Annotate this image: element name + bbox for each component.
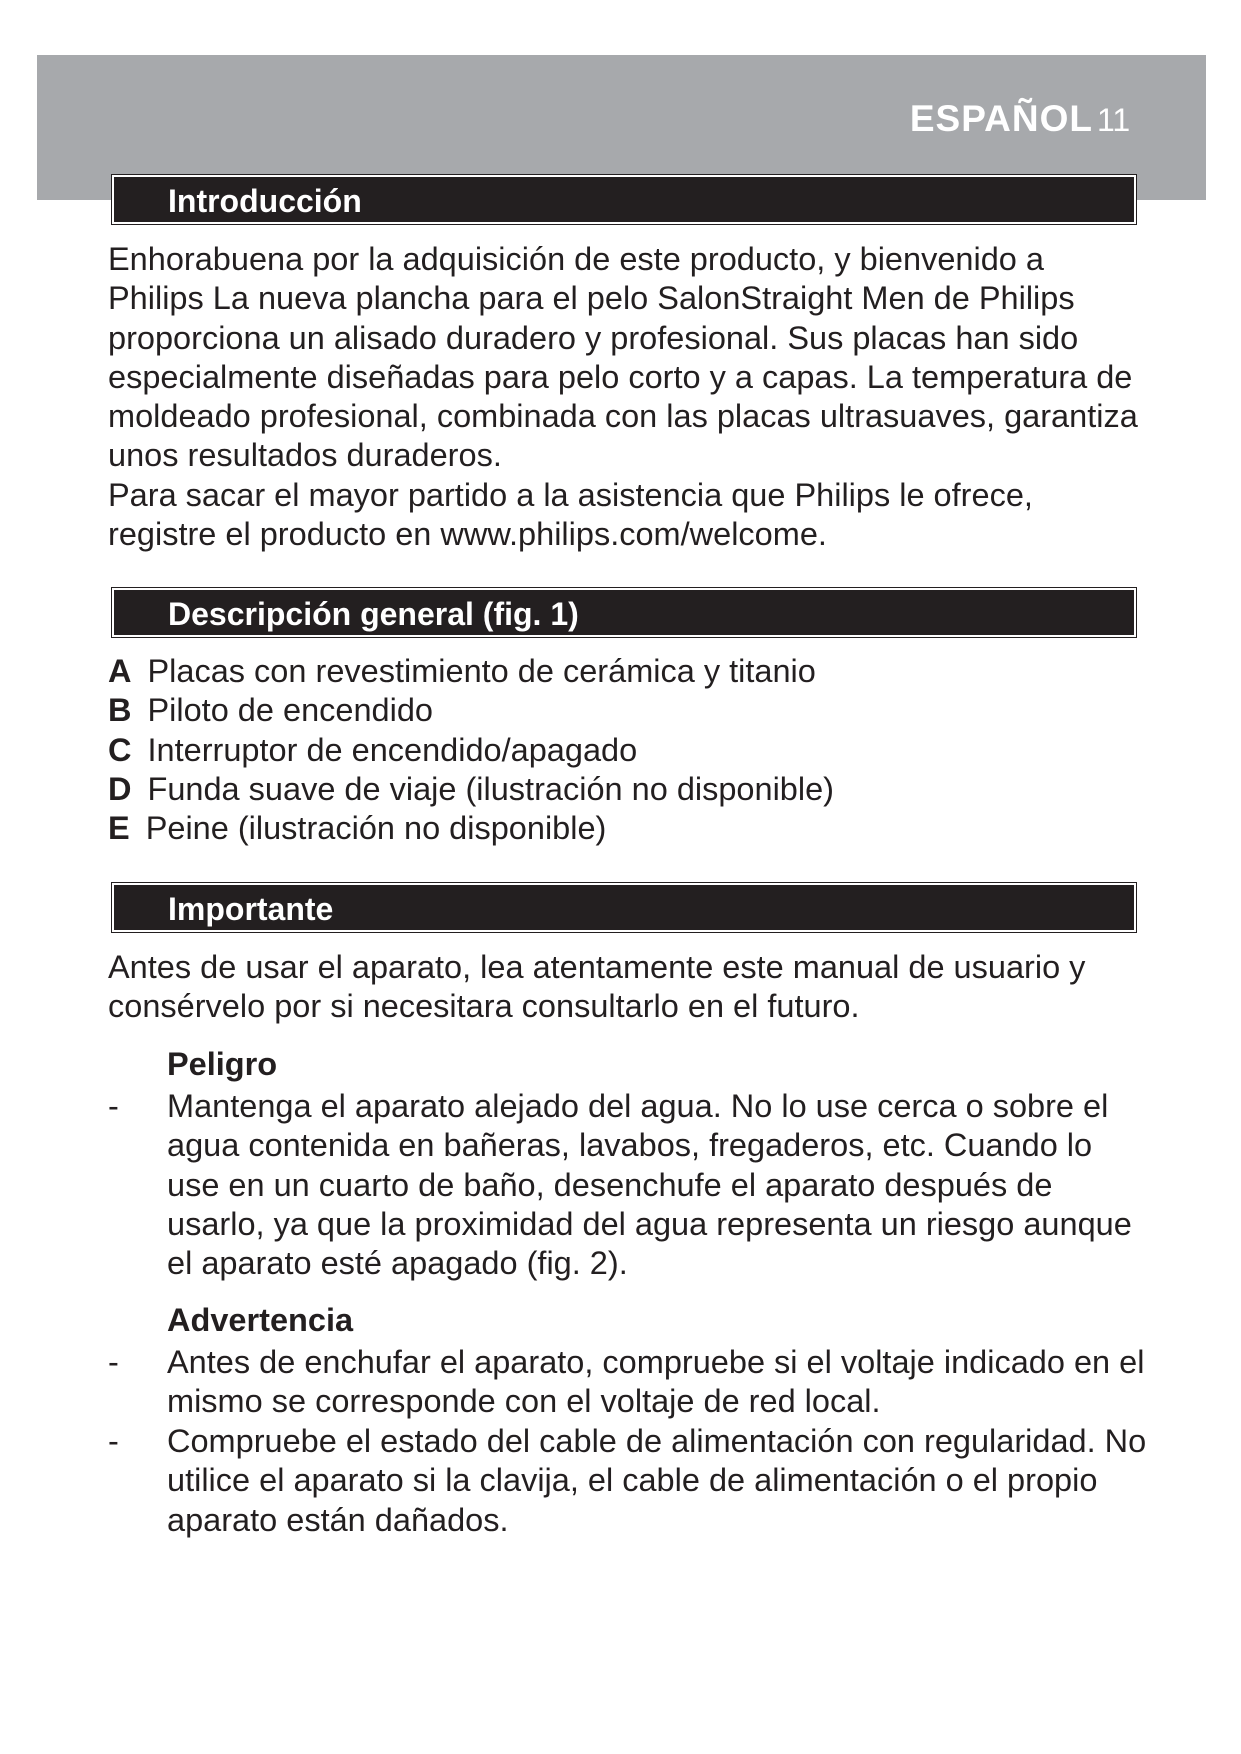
section-title: Importante [168,891,334,927]
importante-intro: Antes de usar el aparato, lea atentamente este manual de usuario y consérvelo por si necesitara consultarlo en el futuro. [108,949,1086,1025]
list-item [108,1343,1148,1422]
intro-paragraph-1: Enhorabuena por la adquisición de este producto, y bienvenido a Philips La nueva plancha para el pelo SalonStraight Men de Philips proporciona un alisado duradero y profesional. Sus placas han sido especialmente diseñadas para pelo corto y a capas. La temperatura de moldeado profesional, combinada con las placas ultrasuaves, garantiza unos resultados duraderos. [108,241,1138,474]
list-item [108,770,1148,809]
part-text: Peine (ilustración no disponible) [145,810,607,847]
section-title: Introducción [168,183,362,219]
part-letter: E [108,810,130,847]
intro-text [108,240,1148,554]
list-item [108,691,1148,730]
list-item [108,731,1148,770]
part-letter: C [108,731,132,768]
bullet-text: Mantenga el aparato alejado del agua. No lo use cerca o sobre el agua contenida en bañeras, lavabos, fregaderos, etc. Cuando lo use en un cuarto de baño, desenchufe el aparato después de usarlo, ya que la proximidad del agua representa un riesgo aunque el aparato esté apagado (fig. 2). [167,1088,1132,1282]
part-letter: D [108,770,132,807]
advertencia-heading: Advertencia [167,1302,354,1338]
language-label: ESPAÑOL [909,98,1093,139]
bullet-dash: - [108,1088,119,1124]
parts-list [108,652,1148,848]
bullet-dash: - [108,1344,119,1380]
section-title: Descripción general (fig. 1) [168,596,579,632]
part-text: Piloto de encendido [147,692,433,729]
bullet-text: Antes de enchufar el aparato, compruebe si el voltaje indicado en el mismo se corresponde con el voltaje de red local. [167,1344,1145,1420]
part-letter: A [108,653,132,689]
intro-paragraph-2: Para sacar el mayor partido a la asistencia que Philips le ofrece, registre el producto en www.philips.com/welcome. [108,476,1033,553]
part-text: Funda suave de viaje (ilustración no disponible) [147,770,834,807]
section-header-descripcion [112,588,1136,637]
list-item [108,1087,1148,1283]
bullet-text: Compruebe el estado del cable de alimentación con regularidad. No utilice el aparato si la clavija, el cable de alimentación o el propio aparato están dañados. [167,1423,1147,1538]
peligro-heading: Peligro [167,1046,278,1082]
page-number: 11 [1097,102,1131,138]
list-item [108,652,1148,691]
section-header-introduccion [112,175,1136,224]
bullet-dash: - [108,1423,119,1459]
list-item [108,1422,1148,1540]
list-item [108,809,1148,848]
section-header-importante [112,883,1136,932]
part-text: Interruptor de encendido/apagado [147,731,638,768]
part-letter: B [108,692,132,729]
part-text: Placas con revestimiento de cerámica y titanio [147,653,816,689]
